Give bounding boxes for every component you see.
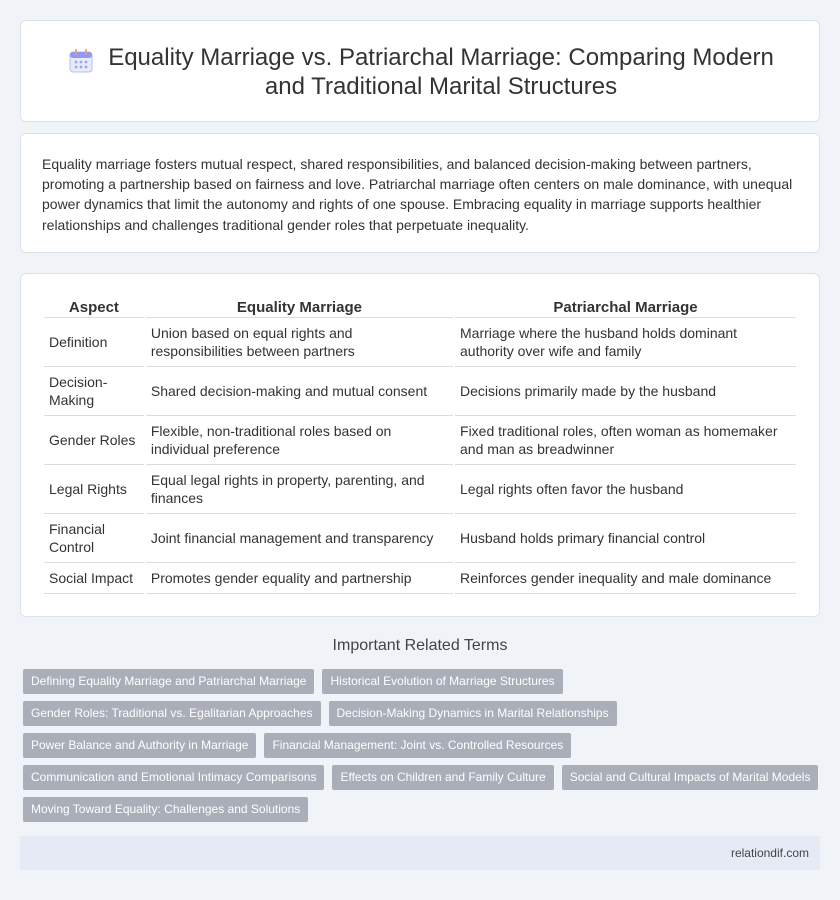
intro-paragraph: Equality marriage fosters mutual respect, shared responsibilities, and balanced decision-making between partners, promoting a partnership based on fairness and love. Patriarchal marriage often centers on male dominance, with unequal power dynamics that limit the autonomy and rights of one spouse. Embracing equality in marriage supports healthier relationships and challenges traditional gender roles that perpetuate inequality. bbox=[42, 156, 793, 233]
footer bbox=[20, 836, 820, 870]
page-title: Equality Marriage vs. Patriarchal Marriage: Comparing Modern and Traditional Marital Structures bbox=[108, 44, 774, 100]
related-term-tag[interactable]: Historical Evolution of Marriage Structures bbox=[322, 669, 562, 694]
column-header-aspect: Aspect bbox=[44, 296, 144, 318]
related-term-tag[interactable]: Gender Roles: Traditional vs. Egalitarian Approaches bbox=[23, 701, 321, 726]
patriarchal-cell: Reinforces gender inequality and male dominance bbox=[455, 563, 796, 594]
patriarchal-cell: Decisions primarily made by the husband bbox=[455, 367, 796, 416]
equality-cell: Union based on equal rights and responsibilities between partners bbox=[146, 318, 453, 367]
equality-cell: Equal legal rights in property, parenting, and finances bbox=[146, 465, 453, 514]
table-row bbox=[44, 465, 796, 514]
related-term-tag[interactable]: Defining Equality Marriage and Patriarchal Marriage bbox=[23, 669, 314, 694]
equality-cell: Promotes gender equality and partnership bbox=[146, 563, 453, 594]
table-row bbox=[44, 514, 796, 563]
header-card bbox=[20, 20, 820, 122]
aspect-cell: Decision-Making bbox=[44, 367, 144, 416]
table-row bbox=[44, 563, 796, 594]
related-term-tag[interactable]: Financial Management: Joint vs. Controlled Resources bbox=[264, 733, 571, 758]
related-term-tag[interactable]: Decision-Making Dynamics in Marital Relationships bbox=[329, 701, 617, 726]
patriarchal-cell: Marriage where the husband holds dominant authority over wife and family bbox=[455, 318, 796, 367]
equality-cell: Flexible, non-traditional roles based on individual preference bbox=[146, 416, 453, 465]
column-header-patriarchal: Patriarchal Marriage bbox=[455, 296, 796, 318]
table-row bbox=[44, 318, 796, 367]
related-terms-list bbox=[23, 669, 823, 829]
patriarchal-cell: Fixed traditional roles, often woman as homemaker and man as breadwinner bbox=[455, 416, 796, 465]
comparison-table-card bbox=[20, 273, 820, 617]
aspect-cell: Definition bbox=[44, 318, 144, 367]
aspect-cell: Legal Rights bbox=[44, 465, 144, 514]
intro-card bbox=[20, 133, 820, 253]
related-terms-heading: Important Related Terms bbox=[332, 637, 508, 654]
column-header-equality: Equality Marriage bbox=[146, 296, 453, 318]
related-term-tag[interactable]: Communication and Emotional Intimacy Comparisons bbox=[23, 765, 324, 790]
footer-site-link[interactable]: relationdif.com bbox=[730, 846, 809, 860]
aspect-cell: Gender Roles bbox=[44, 416, 144, 465]
patriarchal-cell: Husband holds primary financial control bbox=[455, 514, 796, 563]
related-term-tag[interactable]: Effects on Children and Family Culture bbox=[332, 765, 553, 790]
table-header-row bbox=[44, 296, 796, 318]
comparison-table bbox=[42, 296, 798, 594]
related-term-tag[interactable]: Moving Toward Equality: Challenges and Solutions bbox=[23, 797, 308, 822]
equality-cell: Joint financial management and transparency bbox=[146, 514, 453, 563]
related-term-tag[interactable]: Social and Cultural Impacts of Marital Models bbox=[562, 765, 819, 790]
related-term-tag[interactable]: Power Balance and Authority in Marriage bbox=[23, 733, 256, 758]
equality-cell: Shared decision-making and mutual consent bbox=[146, 367, 453, 416]
aspect-cell: Financial Control bbox=[44, 514, 144, 563]
aspect-cell: Social Impact bbox=[44, 563, 144, 594]
table-row bbox=[44, 416, 796, 465]
table-row bbox=[44, 367, 796, 416]
patriarchal-cell: Legal rights often favor the husband bbox=[455, 465, 796, 514]
